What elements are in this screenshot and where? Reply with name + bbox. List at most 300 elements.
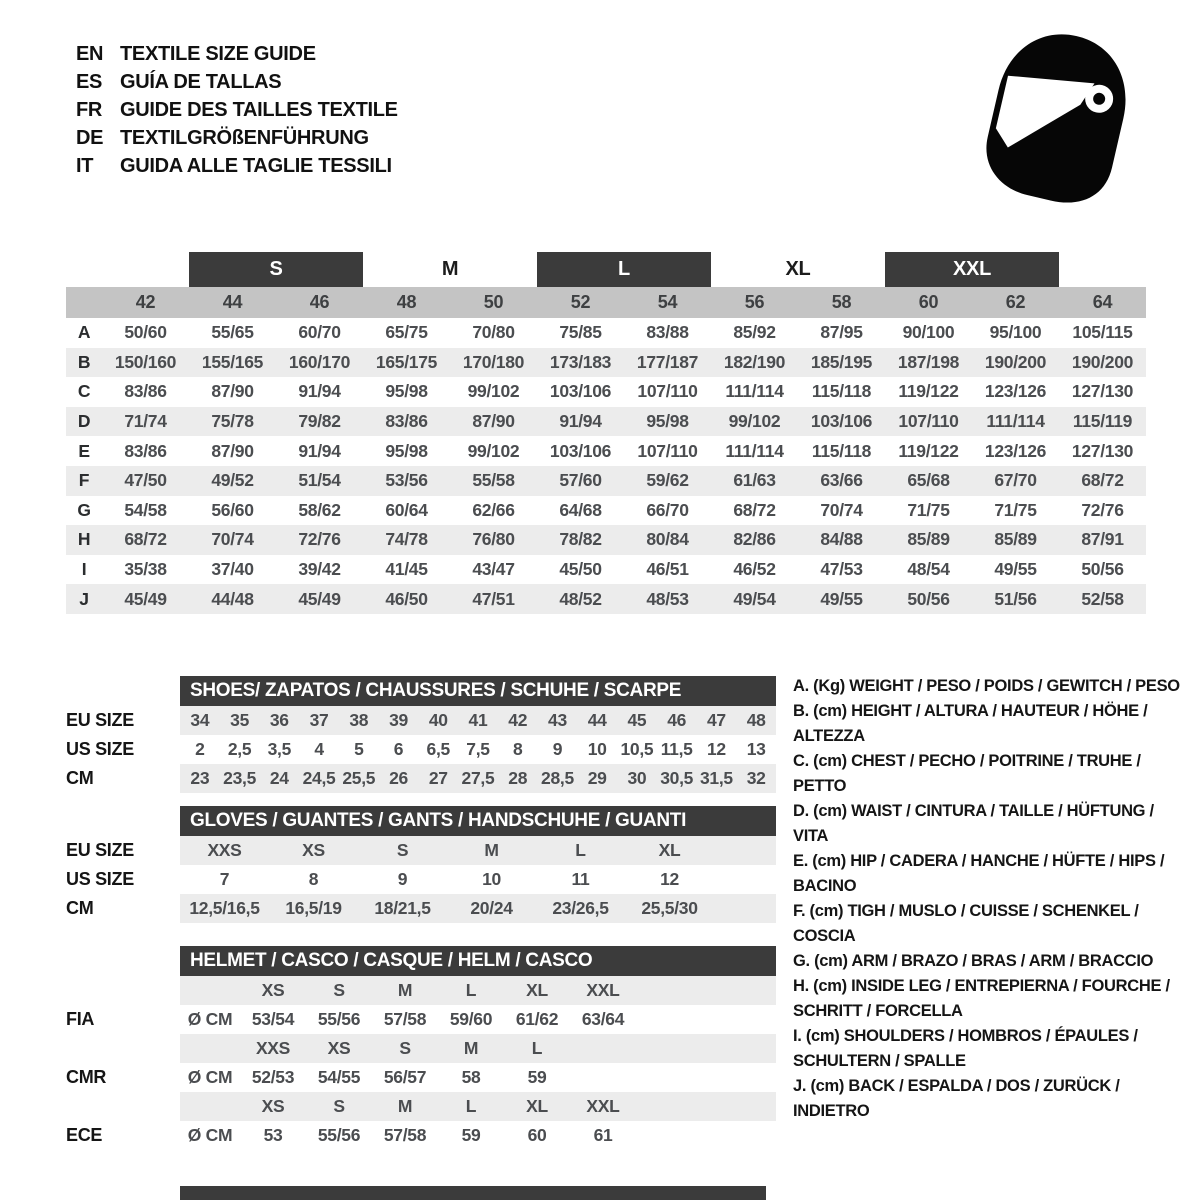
row-letter: A bbox=[77, 322, 91, 343]
measurement-cell: 71/74 bbox=[124, 411, 167, 432]
shoes-cell: 43 bbox=[548, 710, 567, 730]
measurement-cell: 60/70 bbox=[298, 322, 341, 343]
measurement-cell: 87/91 bbox=[1081, 529, 1124, 550]
measurement-cell: 72/76 bbox=[298, 529, 341, 550]
helmet-cell: XL bbox=[526, 1096, 548, 1116]
measurement-cell: 87/95 bbox=[820, 322, 863, 343]
helmet-cell: 61/62 bbox=[515, 1009, 559, 1029]
shoes-cell: 2 bbox=[195, 739, 205, 759]
helmet-cell: 54/55 bbox=[317, 1067, 361, 1087]
shoes-cell: 31,5 bbox=[699, 768, 733, 788]
language-title-line bbox=[76, 96, 398, 124]
diameter-cm-label: Ø CM bbox=[187, 1125, 233, 1145]
racing-helmet-icon bbox=[974, 26, 1142, 208]
helmet-cell: M bbox=[397, 980, 413, 1000]
measurement-cell: 44/48 bbox=[211, 588, 254, 609]
row-label: CMR bbox=[66, 1067, 107, 1087]
language-code: ES bbox=[76, 71, 103, 93]
measurement-cell: 107/110 bbox=[637, 381, 698, 402]
shoes-cells bbox=[180, 706, 776, 735]
helmet-cell: XXS bbox=[255, 1038, 291, 1058]
measurement-cell: 123/126 bbox=[984, 381, 1047, 402]
shoes-cell: 4 bbox=[314, 739, 324, 759]
shoes-cell: 32 bbox=[746, 768, 766, 788]
helmet-size-table bbox=[66, 946, 776, 1150]
measurement-cell: 79/82 bbox=[298, 411, 341, 432]
shoes-cell: 27,5 bbox=[461, 768, 495, 788]
language-title-block bbox=[76, 40, 398, 180]
shoes-cell: 6,5 bbox=[426, 739, 450, 759]
measurement-cell: 85/89 bbox=[907, 529, 950, 550]
measurement-cell: 83/88 bbox=[646, 322, 689, 343]
helmet-cell: 56/57 bbox=[383, 1067, 427, 1087]
measurement-row bbox=[66, 377, 1146, 407]
gloves-size-table bbox=[66, 806, 776, 923]
measurement-cell: 82/86 bbox=[733, 529, 776, 550]
measurement-cell: 87/90 bbox=[472, 411, 515, 432]
helmet-cells bbox=[180, 976, 776, 1005]
legend-item: I. (cm) SHOULDERS / HOMBROS / ÉPAULES / SCHULTERN / SPALLE bbox=[793, 1027, 1138, 1070]
measurement-row bbox=[66, 466, 1146, 496]
measurement-cell: 60/64 bbox=[385, 499, 428, 520]
measurement-cell: 78/82 bbox=[559, 529, 602, 550]
measurement-cell: 123/126 bbox=[984, 440, 1047, 461]
measurement-cell: 111/114 bbox=[986, 411, 1045, 432]
measurement-legend bbox=[793, 674, 1189, 1124]
helmet-cell: L bbox=[465, 1096, 477, 1116]
row-label: EU SIZE bbox=[66, 710, 134, 730]
shoes-row bbox=[66, 764, 776, 793]
shoes-cell: 39 bbox=[389, 710, 408, 730]
gloves-cell: XS bbox=[302, 840, 325, 860]
helmet-cell: XS bbox=[261, 1096, 285, 1116]
legend-item: D. (cm) WAIST / CINTURA / TAILLE / HÜFTUNG / VITA bbox=[793, 802, 1154, 845]
gloves-header bbox=[180, 806, 776, 836]
measurement-cell: 91/94 bbox=[298, 440, 341, 461]
measurement-cell: 95/98 bbox=[385, 381, 428, 402]
legend-item: A. (Kg) WEIGHT / PESO / POIDS / GEWITCH / PESO bbox=[793, 677, 1180, 695]
size-column-header: 60 bbox=[918, 292, 939, 312]
language-code: FR bbox=[76, 99, 103, 121]
helmet-title: HELMET / CASCO / CASQUE / HELM / CASCO bbox=[190, 950, 593, 971]
measurement-cell: 65/68 bbox=[907, 470, 950, 491]
size-column-header: 62 bbox=[1005, 292, 1026, 312]
helmet-row bbox=[66, 1034, 776, 1063]
helmet-cell: L bbox=[465, 980, 477, 1000]
measurement-cell: 83/86 bbox=[124, 381, 167, 402]
measurement-cell: 111/114 bbox=[725, 440, 784, 461]
measurement-cell: 95/98 bbox=[385, 440, 428, 461]
row-label: ECE bbox=[66, 1125, 103, 1145]
size-header-xl: XL bbox=[785, 258, 811, 280]
helmet-header bbox=[180, 946, 776, 976]
shoes-cell: 25,5 bbox=[342, 768, 376, 788]
guide-title: GUIDA ALLE TAGLIE TESSILI bbox=[120, 155, 392, 177]
helmet-cell: S bbox=[333, 980, 345, 1000]
helmet-row bbox=[66, 1121, 776, 1150]
row-letter: B bbox=[77, 351, 91, 372]
measurement-cell: 62/66 bbox=[472, 499, 515, 520]
row-letter: E bbox=[78, 440, 90, 461]
gloves-cell: 16,5/19 bbox=[285, 898, 342, 918]
row-label: EU SIZE bbox=[66, 840, 134, 860]
measurement-cell: 85/92 bbox=[733, 322, 776, 343]
measurement-cell: 58/62 bbox=[298, 499, 341, 520]
shoes-cell: 41 bbox=[468, 710, 488, 730]
gloves-row bbox=[66, 836, 776, 865]
language-title-line bbox=[76, 152, 398, 180]
gloves-row bbox=[66, 894, 776, 923]
size-column-header: 56 bbox=[744, 292, 765, 312]
size-header-m: M bbox=[441, 258, 459, 280]
row-letter: H bbox=[77, 529, 91, 550]
measurement-cell: 43/47 bbox=[472, 559, 515, 580]
shoes-cell: 46 bbox=[667, 710, 687, 730]
measurement-cell: 80/84 bbox=[646, 529, 689, 550]
measurement-cell: 56/60 bbox=[211, 499, 254, 520]
size-column-header: 44 bbox=[222, 292, 243, 312]
measurement-cell: 150/160 bbox=[114, 351, 177, 372]
measurement-cell: 48/53 bbox=[646, 588, 689, 609]
helmet-cell: 63/64 bbox=[581, 1009, 625, 1029]
helmet-cell: 53/54 bbox=[251, 1009, 295, 1029]
textile-size-table bbox=[66, 252, 1146, 614]
shoes-cell: 27 bbox=[428, 768, 448, 788]
gloves-cell: 20/24 bbox=[470, 898, 513, 918]
measurement-cell: 115/118 bbox=[811, 381, 872, 402]
measurement-cell: 49/52 bbox=[211, 470, 254, 491]
row-letter: F bbox=[78, 470, 90, 491]
legend-item: B. (cm) HEIGHT / ALTURA / HAUTEUR / HÖHE / ALTEZZA bbox=[793, 702, 1148, 745]
size-column-header: 48 bbox=[396, 292, 417, 312]
measurement-cell: 55/65 bbox=[211, 322, 254, 343]
measurement-cell: 107/110 bbox=[898, 411, 959, 432]
helmet-cell: XS bbox=[261, 980, 285, 1000]
measurement-cell: 45/49 bbox=[124, 588, 167, 609]
shoes-row bbox=[66, 706, 776, 735]
helmet-cells bbox=[180, 1063, 776, 1092]
helmet-cell: 59 bbox=[461, 1125, 481, 1145]
measurement-cell: 70/74 bbox=[211, 529, 254, 550]
legend-item: C. (cm) CHEST / PECHO / POITRINE / TRUHE / PETTO bbox=[793, 752, 1141, 795]
guide-title: GUIDE DES TAILLES TEXTILE bbox=[120, 99, 398, 121]
measurement-cell: 50/56 bbox=[1081, 559, 1124, 580]
measurement-cell: 48/52 bbox=[559, 588, 602, 609]
measurement-cell: 64/68 bbox=[559, 499, 602, 520]
measurement-cell: 47/50 bbox=[124, 470, 167, 491]
measurement-cell: 41/45 bbox=[385, 559, 428, 580]
shoes-cell: 35 bbox=[230, 710, 250, 730]
row-label bbox=[66, 976, 180, 1005]
shoes-cell: 24 bbox=[269, 768, 289, 788]
legend-item: H. (cm) INSIDE LEG / ENTREPIERNA / FOURCHE / SCHRITT / FORCELLA bbox=[793, 977, 1170, 1020]
diameter-cm-label: Ø CM bbox=[187, 1009, 233, 1029]
helmet-cell: M bbox=[463, 1038, 479, 1058]
gloves-title: GLOVES / GUANTES / GANTS / HANDSCHUHE / GUANTI bbox=[190, 810, 687, 831]
shoes-cell: 26 bbox=[389, 768, 408, 788]
shoes-header bbox=[180, 676, 776, 706]
shoes-cell: 44 bbox=[587, 710, 607, 730]
measurement-cell: 115/118 bbox=[811, 440, 872, 461]
measurement-cell: 72/76 bbox=[1081, 499, 1124, 520]
measurement-cell: 173/183 bbox=[549, 351, 612, 372]
guide-title: TEXTILE SIZE GUIDE bbox=[120, 43, 316, 65]
measurement-row bbox=[66, 348, 1146, 378]
shoes-cell: 38 bbox=[349, 710, 369, 730]
measurement-cell: 185/195 bbox=[810, 351, 873, 372]
shoes-cell: 10 bbox=[587, 739, 607, 759]
gloves-cell: 7 bbox=[219, 869, 230, 889]
measurement-cell: 61/63 bbox=[733, 470, 776, 491]
helmet-cell: 58 bbox=[461, 1067, 481, 1087]
next-section-bar-cropped bbox=[180, 1186, 766, 1200]
measurement-cell: 71/75 bbox=[907, 499, 950, 520]
helmet-row bbox=[66, 1063, 776, 1092]
measurement-cell: 68/72 bbox=[733, 499, 776, 520]
helmet-cells bbox=[180, 1092, 776, 1121]
helmet-cell: L bbox=[531, 1038, 543, 1058]
shoes-cell: 10,5 bbox=[620, 739, 654, 759]
measurement-cell: 47/53 bbox=[820, 559, 863, 580]
helmet-cells bbox=[180, 1034, 776, 1063]
language-code: DE bbox=[76, 127, 104, 149]
measurement-cell: 54/58 bbox=[124, 499, 167, 520]
helmet-cell: XXL bbox=[586, 980, 620, 1000]
helmet-cell: S bbox=[333, 1096, 345, 1116]
language-title-line bbox=[76, 124, 398, 152]
size-header-xxl: XXL bbox=[885, 252, 1059, 287]
shoes-cells bbox=[180, 764, 776, 793]
measurement-cell: 83/86 bbox=[124, 440, 167, 461]
gloves-cell: L bbox=[575, 840, 586, 860]
measurement-cell: 66/70 bbox=[646, 499, 689, 520]
row-letter: C bbox=[77, 381, 91, 402]
diameter-cm-label: Ø CM bbox=[187, 1067, 233, 1087]
helmet-cell: 57/58 bbox=[383, 1125, 427, 1145]
measurement-cell: 170/180 bbox=[462, 351, 525, 372]
measurement-cell: 74/78 bbox=[385, 529, 428, 550]
measurement-cell: 103/106 bbox=[549, 381, 612, 402]
shoes-cell: 48 bbox=[746, 710, 766, 730]
measurement-row bbox=[66, 407, 1146, 437]
measurement-cell: 190/200 bbox=[984, 351, 1047, 372]
measurement-cell: 111/114 bbox=[725, 381, 784, 402]
size-column-header: 50 bbox=[483, 292, 504, 312]
shoes-cell: 37 bbox=[309, 710, 329, 730]
measurement-cell: 103/106 bbox=[810, 411, 873, 432]
gloves-cells bbox=[180, 836, 776, 865]
measurement-cell: 165/175 bbox=[375, 351, 438, 372]
shoes-cell: 2,5 bbox=[227, 739, 252, 759]
helmet-cell: XL bbox=[526, 980, 548, 1000]
size-header-row bbox=[66, 252, 1146, 287]
size-header-l: L bbox=[537, 252, 711, 287]
shoes-cell: 3,5 bbox=[267, 739, 292, 759]
measurement-cell: 177/187 bbox=[636, 351, 699, 372]
shoes-row bbox=[66, 735, 776, 764]
shoes-cell: 23 bbox=[190, 768, 210, 788]
gloves-row bbox=[66, 865, 776, 894]
measurement-cell: 37/40 bbox=[211, 559, 254, 580]
measurement-cell: 45/49 bbox=[298, 588, 341, 609]
measurement-cell: 68/72 bbox=[1081, 470, 1124, 491]
size-column-header: 58 bbox=[831, 292, 852, 312]
measurement-cell: 45/50 bbox=[559, 559, 602, 580]
measurement-cell: 103/106 bbox=[549, 440, 612, 461]
measurement-cell: 99/102 bbox=[467, 440, 520, 461]
legend-item: G. (cm) ARM / BRAZO / BRAS / ARM / BRACCIO bbox=[793, 952, 1154, 970]
measurement-cell: 59/62 bbox=[646, 470, 689, 491]
measurement-cell: 95/100 bbox=[989, 322, 1042, 343]
gloves-cell: 9 bbox=[397, 869, 408, 889]
legend-item: F. (cm) TIGH / MUSLO / CUISSE / SCHENKEL / COSCIA bbox=[793, 902, 1139, 945]
row-label: FIA bbox=[66, 1009, 95, 1029]
shoes-cell: 12 bbox=[706, 739, 726, 759]
measurement-row bbox=[66, 496, 1146, 526]
helmet-cell: S bbox=[399, 1038, 411, 1058]
row-letter: G bbox=[77, 499, 91, 520]
gloves-cell: 11 bbox=[571, 869, 590, 889]
row-letter: D bbox=[77, 411, 91, 432]
measurement-cell: 155/165 bbox=[201, 351, 264, 372]
helmet-cell: 60 bbox=[527, 1125, 547, 1145]
measurement-row bbox=[66, 436, 1146, 466]
language-code: IT bbox=[76, 155, 94, 177]
row-label bbox=[66, 1034, 180, 1063]
measurement-cell: 35/38 bbox=[124, 559, 167, 580]
measurement-cell: 47/51 bbox=[472, 588, 515, 609]
shoes-size-table bbox=[66, 676, 776, 793]
measurement-cell: 67/70 bbox=[994, 470, 1037, 491]
row-label: CM bbox=[66, 768, 94, 788]
shoes-cell: 5 bbox=[354, 739, 364, 759]
helmet-row bbox=[66, 1005, 776, 1034]
measurement-row bbox=[66, 525, 1146, 555]
legend-item: J. (cm) BACK / ESPALDA / DOS / ZURÜCK / INDIETRO bbox=[793, 1077, 1120, 1120]
measurement-cell: 46/50 bbox=[385, 588, 428, 609]
gloves-cell: 23/26,5 bbox=[552, 898, 609, 918]
helmet-cell: XS bbox=[327, 1038, 351, 1058]
gloves-cell: 12 bbox=[660, 869, 679, 889]
shoes-cell: 30,5 bbox=[660, 768, 694, 788]
shoes-cell: 34 bbox=[190, 710, 210, 730]
shoes-cell: 9 bbox=[552, 739, 563, 759]
helmet-cell: 52/53 bbox=[251, 1067, 295, 1087]
gloves-cell: 12,5/16,5 bbox=[189, 898, 260, 918]
row-letter: J bbox=[79, 588, 89, 609]
measurement-cell: 65/75 bbox=[385, 322, 428, 343]
measurement-cell: 127/130 bbox=[1071, 381, 1134, 402]
legend-item: E. (cm) HIP / CADERA / HANCHE / HÜFTE / HIPS / BACINO bbox=[793, 852, 1165, 895]
shoes-title: SHOES/ ZAPATOS / CHAUSSURES / SCHUHE / SCARPE bbox=[190, 680, 682, 701]
helmet-cell: M bbox=[397, 1096, 413, 1116]
measurement-cell: 76/80 bbox=[472, 529, 515, 550]
row-label: CM bbox=[66, 898, 94, 918]
helmet-cell: 59/60 bbox=[449, 1009, 493, 1029]
measurement-cell: 87/90 bbox=[211, 381, 254, 402]
row-label: US SIZE bbox=[66, 869, 134, 889]
measurement-cell: 115/119 bbox=[1072, 411, 1133, 432]
shoes-cell: 11,5 bbox=[660, 739, 693, 759]
measurement-cell: 160/170 bbox=[288, 351, 351, 372]
shoes-cell: 7,5 bbox=[466, 739, 490, 759]
measurement-cell: 85/89 bbox=[994, 529, 1037, 550]
language-title-line bbox=[76, 40, 398, 68]
shoes-cell: 40 bbox=[428, 710, 448, 730]
measurement-cell: 105/115 bbox=[1072, 322, 1133, 343]
measurement-cell: 95/98 bbox=[646, 411, 689, 432]
measurement-cell: 49/55 bbox=[820, 588, 863, 609]
measurement-cell: 50/60 bbox=[124, 322, 167, 343]
measurement-cell: 51/54 bbox=[298, 470, 341, 491]
measurement-cell: 39/42 bbox=[298, 559, 341, 580]
gloves-cell: XXS bbox=[207, 840, 242, 860]
helmet-row bbox=[66, 1092, 776, 1121]
size-column-header: 46 bbox=[309, 292, 330, 312]
shoes-cell: 8 bbox=[513, 739, 523, 759]
measurement-cell: 55/58 bbox=[472, 470, 515, 491]
shoes-cell: 13 bbox=[746, 739, 766, 759]
shoes-cells bbox=[180, 735, 776, 764]
shoes-cell: 42 bbox=[508, 710, 528, 730]
size-column-header: 42 bbox=[135, 292, 156, 312]
size-column-header: 52 bbox=[570, 292, 591, 312]
helmet-cell: 55/56 bbox=[317, 1009, 361, 1029]
shoes-cell: 23,5 bbox=[223, 768, 257, 788]
helmet-cell: 55/56 bbox=[317, 1125, 361, 1145]
measurement-cell: 90/100 bbox=[902, 322, 955, 343]
numeric-size-row bbox=[66, 287, 1146, 318]
gloves-cell: 25,5/30 bbox=[641, 898, 698, 918]
shoes-cell: 6 bbox=[393, 739, 404, 759]
gloves-cell: 18/21,5 bbox=[374, 898, 431, 918]
size-header-s: S bbox=[189, 252, 363, 287]
shoes-cell: 36 bbox=[269, 710, 289, 730]
measurement-cell: 187/198 bbox=[897, 351, 960, 372]
measurement-cell: 107/110 bbox=[637, 440, 698, 461]
shoes-cell: 47 bbox=[706, 710, 726, 730]
measurement-cell: 83/86 bbox=[385, 411, 428, 432]
helmet-cell: XXL bbox=[586, 1096, 620, 1116]
measurement-cell: 52/58 bbox=[1081, 588, 1124, 609]
measurement-cell: 91/94 bbox=[559, 411, 602, 432]
measurement-cell: 190/200 bbox=[1071, 351, 1134, 372]
row-label: US SIZE bbox=[66, 739, 134, 759]
measurement-cell: 71/75 bbox=[994, 499, 1037, 520]
measurement-cell: 51/56 bbox=[994, 588, 1037, 609]
measurement-cell: 75/78 bbox=[211, 411, 254, 432]
helmet-cells bbox=[180, 1121, 776, 1150]
measurement-cell: 70/80 bbox=[472, 322, 515, 343]
gloves-cell: M bbox=[484, 840, 499, 860]
gloves-cell: 8 bbox=[308, 869, 319, 889]
measurement-row bbox=[66, 584, 1146, 614]
measurement-cell: 49/54 bbox=[733, 588, 776, 609]
size-column-header: 54 bbox=[657, 292, 678, 312]
measurement-cell: 53/56 bbox=[385, 470, 428, 491]
shoes-cell: 24,5 bbox=[302, 768, 336, 788]
measurement-row bbox=[66, 318, 1146, 348]
helmet-cell: 59 bbox=[527, 1067, 547, 1087]
shoes-cell: 45 bbox=[627, 710, 647, 730]
shoes-cell: 29 bbox=[587, 768, 607, 788]
shoes-cell: 28,5 bbox=[541, 768, 574, 788]
language-title-line bbox=[76, 68, 398, 96]
measurement-cell: 70/74 bbox=[820, 499, 863, 520]
measurement-row bbox=[66, 555, 1146, 585]
helmet-row bbox=[66, 976, 776, 1005]
gloves-cell: S bbox=[396, 840, 409, 860]
